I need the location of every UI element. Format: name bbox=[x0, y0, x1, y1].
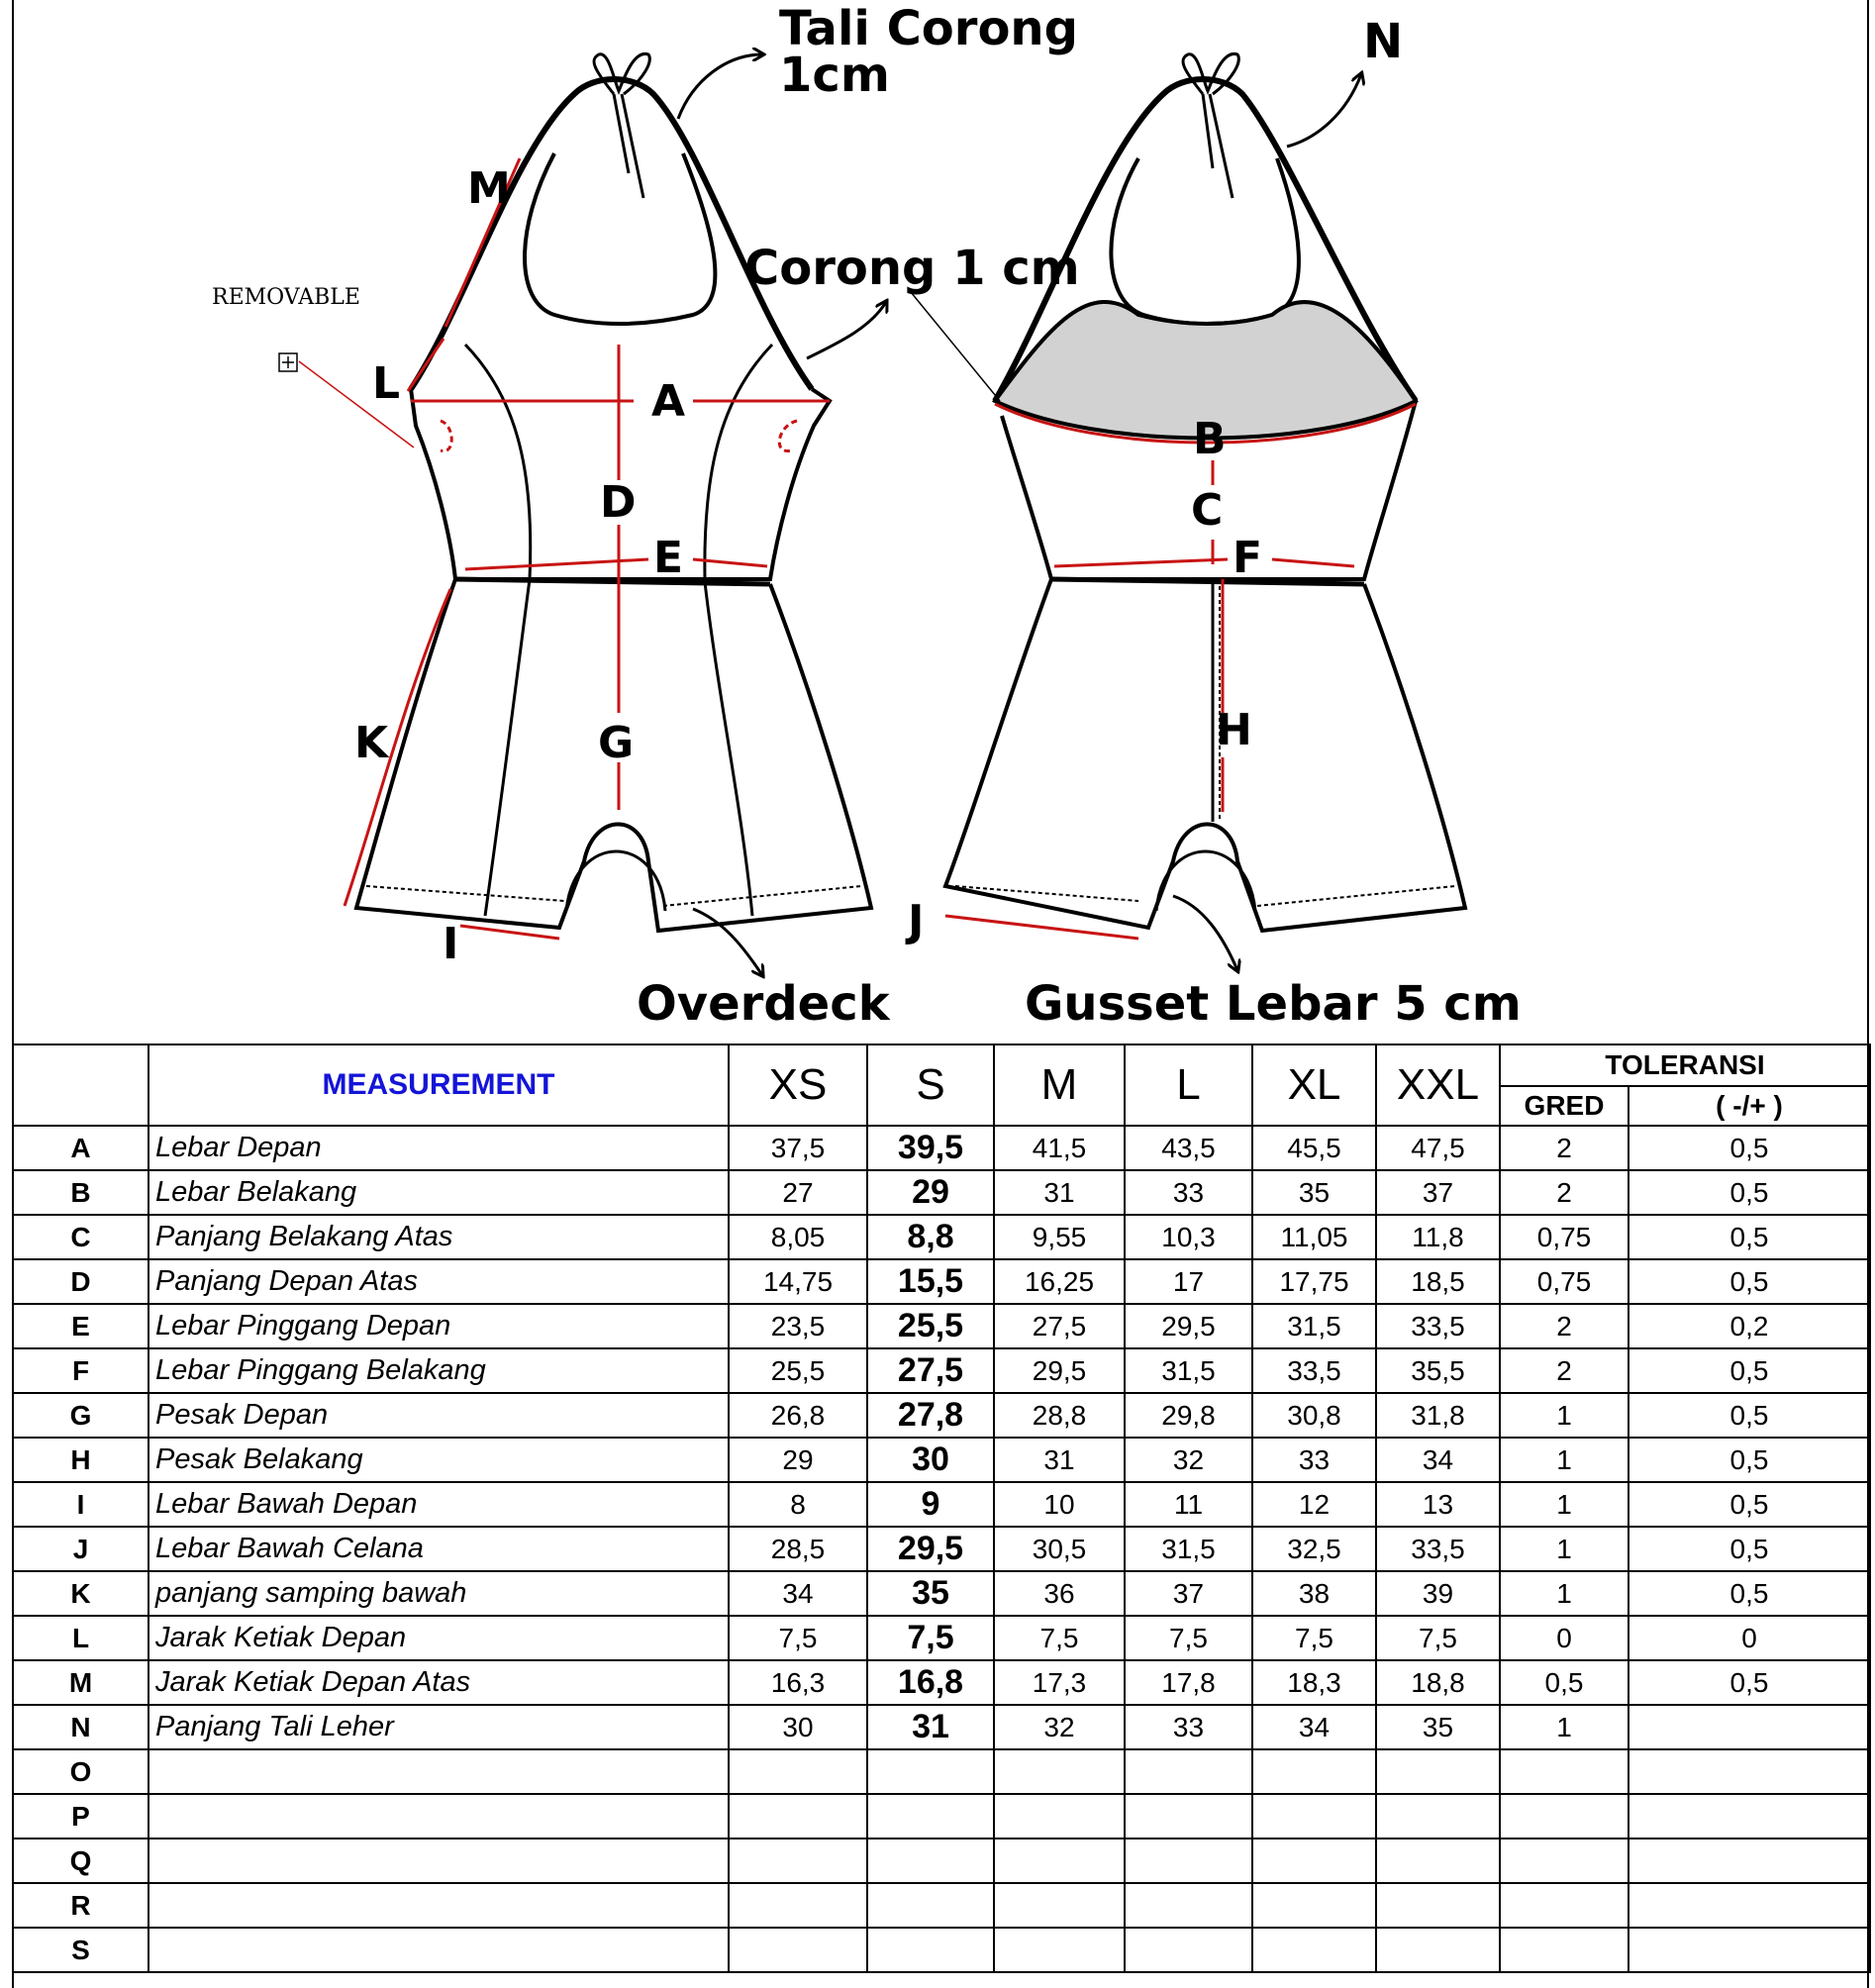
row-measurement-name: Jarak Ketiak Depan Atas bbox=[148, 1660, 729, 1705]
row-code: R bbox=[13, 1883, 148, 1928]
row-code: K bbox=[13, 1571, 148, 1616]
header-size-l: L bbox=[1125, 1044, 1252, 1126]
label-c: C bbox=[1191, 485, 1224, 536]
row-value-xl: 45,5 bbox=[1252, 1126, 1376, 1170]
row-value-xl: 17,75 bbox=[1252, 1259, 1376, 1304]
row-gred: 0,75 bbox=[1500, 1259, 1628, 1304]
row-measurement-name bbox=[148, 1928, 729, 1972]
header-size-xxl: XXL bbox=[1376, 1044, 1500, 1126]
label-l: L bbox=[372, 358, 401, 409]
row-measurement-name: Lebar Pinggang Depan bbox=[148, 1304, 729, 1348]
row-gred: 1 bbox=[1500, 1482, 1628, 1527]
row-measurement-name: Lebar Depan bbox=[148, 1126, 729, 1170]
row-tolerance bbox=[1628, 1794, 1870, 1839]
table-row bbox=[13, 1438, 1870, 1482]
row-gred: 0,5 bbox=[1500, 1660, 1628, 1705]
row-value-l bbox=[1125, 1749, 1252, 1794]
header-tolerance-range: ( -/+ ) bbox=[1628, 1086, 1870, 1126]
row-measurement-name: Panjang Belakang Atas bbox=[148, 1215, 729, 1259]
row-value-l: 43,5 bbox=[1125, 1126, 1252, 1170]
table-row bbox=[13, 1571, 1870, 1616]
row-value-m: 31 bbox=[994, 1438, 1125, 1482]
label-e: E bbox=[653, 533, 684, 583]
row-value-xl bbox=[1252, 1749, 1376, 1794]
header-size-s: S bbox=[867, 1044, 994, 1126]
label-m: M bbox=[467, 163, 511, 214]
row-gred: 0 bbox=[1500, 1616, 1628, 1660]
row-value-xs bbox=[729, 1794, 867, 1839]
callout-gusset: Gusset Lebar 5 cm bbox=[1025, 976, 1522, 1032]
row-code: C bbox=[13, 1215, 148, 1259]
row-gred: 2 bbox=[1500, 1170, 1628, 1215]
row-value-m: 31 bbox=[994, 1170, 1125, 1215]
row-value-xxl: 7,5 bbox=[1376, 1616, 1500, 1660]
row-value-s: 27,5 bbox=[867, 1348, 994, 1393]
row-value-xl bbox=[1252, 1883, 1376, 1928]
row-value-xxl: 18,5 bbox=[1376, 1259, 1500, 1304]
row-measurement-name: Pesak Depan bbox=[148, 1393, 729, 1438]
row-gred bbox=[1500, 1883, 1628, 1928]
row-value-s: 35 bbox=[867, 1571, 994, 1616]
row-code: B bbox=[13, 1170, 148, 1215]
row-value-xl: 33 bbox=[1252, 1438, 1376, 1482]
row-tolerance: 0,5 bbox=[1628, 1126, 1870, 1170]
row-value-l: 32 bbox=[1125, 1438, 1252, 1482]
label-j: J bbox=[908, 896, 925, 946]
row-value-xl bbox=[1252, 1794, 1376, 1839]
row-measurement-name: Panjang Tali Leher bbox=[148, 1705, 729, 1749]
row-tolerance: 0,5 bbox=[1628, 1482, 1870, 1527]
row-tolerance: 0,5 bbox=[1628, 1170, 1870, 1215]
row-value-l: 33 bbox=[1125, 1705, 1252, 1749]
row-value-s: 27,8 bbox=[867, 1393, 994, 1438]
row-value-s: 25,5 bbox=[867, 1304, 994, 1348]
table-row bbox=[13, 1126, 1870, 1170]
header-code bbox=[13, 1044, 148, 1126]
row-value-xs: 28,5 bbox=[729, 1527, 867, 1571]
header-size-m: M bbox=[994, 1044, 1125, 1126]
table-row bbox=[13, 1348, 1870, 1393]
row-code: Q bbox=[13, 1839, 148, 1883]
row-tolerance: 0,5 bbox=[1628, 1259, 1870, 1304]
table-row bbox=[13, 1170, 1870, 1215]
row-tolerance: 0,5 bbox=[1628, 1215, 1870, 1259]
row-tolerance bbox=[1628, 1705, 1870, 1749]
table-row bbox=[13, 1928, 1870, 1972]
table-row bbox=[13, 1839, 1870, 1883]
row-value-xs: 34 bbox=[729, 1571, 867, 1616]
row-value-xxl: 34 bbox=[1376, 1438, 1500, 1482]
row-code: P bbox=[13, 1794, 148, 1839]
row-value-s: 29,5 bbox=[867, 1527, 994, 1571]
row-value-m: 32 bbox=[994, 1705, 1125, 1749]
table-row bbox=[13, 1527, 1870, 1571]
row-code: A bbox=[13, 1126, 148, 1170]
label-f: F bbox=[1233, 533, 1263, 583]
row-value-xl: 32,5 bbox=[1252, 1527, 1376, 1571]
row-value-xxl: 33,5 bbox=[1376, 1304, 1500, 1348]
front-view bbox=[279, 53, 871, 939]
row-value-xxl: 35 bbox=[1376, 1705, 1500, 1749]
row-value-xxl bbox=[1376, 1749, 1500, 1794]
header-size-xs: XS bbox=[729, 1044, 867, 1126]
row-value-l: 29,5 bbox=[1125, 1304, 1252, 1348]
row-value-l: 10,3 bbox=[1125, 1215, 1252, 1259]
row-value-xl: 12 bbox=[1252, 1482, 1376, 1527]
row-value-s: 39,5 bbox=[867, 1126, 994, 1170]
row-value-l: 31,5 bbox=[1125, 1348, 1252, 1393]
table-row bbox=[13, 1482, 1870, 1527]
row-value-xxl: 31,8 bbox=[1376, 1393, 1500, 1438]
row-measurement-name: Lebar Belakang bbox=[148, 1170, 729, 1215]
row-value-xxl: 37 bbox=[1376, 1170, 1500, 1215]
row-gred: 2 bbox=[1500, 1126, 1628, 1170]
row-measurement-name: Pesak Belakang bbox=[148, 1438, 729, 1482]
row-value-m bbox=[994, 1928, 1125, 1972]
header-measurement: MEASUREMENT bbox=[148, 1044, 729, 1126]
row-value-xs bbox=[729, 1749, 867, 1794]
row-code: M bbox=[13, 1660, 148, 1705]
header-size-xl: XL bbox=[1252, 1044, 1376, 1126]
row-value-xs: 30 bbox=[729, 1705, 867, 1749]
removable-note: REMOVABLE bbox=[212, 285, 360, 310]
row-code: D bbox=[13, 1259, 148, 1304]
row-gred: 1 bbox=[1500, 1527, 1628, 1571]
row-value-xs: 7,5 bbox=[729, 1616, 867, 1660]
row-value-xxl: 33,5 bbox=[1376, 1527, 1500, 1571]
row-value-xs bbox=[729, 1839, 867, 1883]
table-row bbox=[13, 1705, 1870, 1749]
row-value-xxl: 11,8 bbox=[1376, 1215, 1500, 1259]
row-value-s: 16,8 bbox=[867, 1660, 994, 1705]
row-value-xl: 33,5 bbox=[1252, 1348, 1376, 1393]
row-value-m: 36 bbox=[994, 1571, 1125, 1616]
row-gred: 0,75 bbox=[1500, 1215, 1628, 1259]
row-value-s: 31 bbox=[867, 1705, 994, 1749]
row-value-xl: 30,8 bbox=[1252, 1393, 1376, 1438]
row-measurement-name bbox=[148, 1794, 729, 1839]
row-value-xs: 16,3 bbox=[729, 1660, 867, 1705]
label-a: A bbox=[651, 376, 686, 427]
row-gred: 1 bbox=[1500, 1571, 1628, 1616]
row-value-s bbox=[867, 1749, 994, 1794]
row-value-s: 7,5 bbox=[867, 1616, 994, 1660]
row-value-xxl bbox=[1376, 1839, 1500, 1883]
row-measurement-name: Lebar Bawah Celana bbox=[148, 1527, 729, 1571]
row-code: I bbox=[13, 1482, 148, 1527]
row-measurement-name: Panjang Depan Atas bbox=[148, 1259, 729, 1304]
row-value-xs: 25,5 bbox=[729, 1348, 867, 1393]
row-gred bbox=[1500, 1794, 1628, 1839]
row-tolerance bbox=[1628, 1883, 1870, 1928]
row-value-m: 41,5 bbox=[994, 1126, 1125, 1170]
measurement-table bbox=[12, 1044, 1871, 1973]
row-gred: 1 bbox=[1500, 1705, 1628, 1749]
row-value-xxl: 35,5 bbox=[1376, 1348, 1500, 1393]
callout-tali-corong-line2: 1cm bbox=[779, 48, 890, 103]
row-value-s: 8,8 bbox=[867, 1215, 994, 1259]
row-value-xl: 11,05 bbox=[1252, 1215, 1376, 1259]
row-value-l: 7,5 bbox=[1125, 1616, 1252, 1660]
row-value-l bbox=[1125, 1839, 1252, 1883]
label-b: B bbox=[1193, 414, 1227, 464]
row-code: L bbox=[13, 1616, 148, 1660]
row-value-xl bbox=[1252, 1839, 1376, 1883]
row-tolerance: 0,5 bbox=[1628, 1438, 1870, 1482]
header-gred: GRED bbox=[1500, 1086, 1628, 1126]
row-value-m bbox=[994, 1839, 1125, 1883]
row-tolerance: 0,5 bbox=[1628, 1571, 1870, 1616]
row-code: E bbox=[13, 1304, 148, 1348]
label-g: G bbox=[598, 718, 635, 768]
row-value-m: 30,5 bbox=[994, 1527, 1125, 1571]
row-value-xl: 38 bbox=[1252, 1571, 1376, 1616]
row-value-xs: 27 bbox=[729, 1170, 867, 1215]
table-row bbox=[13, 1393, 1870, 1438]
row-value-l: 17,8 bbox=[1125, 1660, 1252, 1705]
row-value-xl bbox=[1252, 1928, 1376, 1972]
row-value-xs: 8,05 bbox=[729, 1215, 867, 1259]
row-measurement-name: Lebar Bawah Depan bbox=[148, 1482, 729, 1527]
row-code: J bbox=[13, 1527, 148, 1571]
row-value-l bbox=[1125, 1883, 1252, 1928]
row-value-l: 11 bbox=[1125, 1482, 1252, 1527]
row-value-l: 17 bbox=[1125, 1259, 1252, 1304]
row-measurement-name bbox=[148, 1839, 729, 1883]
row-value-m: 16,25 bbox=[994, 1259, 1125, 1304]
row-value-xl: 31,5 bbox=[1252, 1304, 1376, 1348]
row-code: O bbox=[13, 1749, 148, 1794]
row-value-s bbox=[867, 1839, 994, 1883]
row-value-l: 33 bbox=[1125, 1170, 1252, 1215]
row-value-xxl bbox=[1376, 1883, 1500, 1928]
row-value-l bbox=[1125, 1928, 1252, 1972]
row-code: H bbox=[13, 1438, 148, 1482]
row-value-m: 28,8 bbox=[994, 1393, 1125, 1438]
row-value-m: 17,3 bbox=[994, 1660, 1125, 1705]
row-value-s: 29 bbox=[867, 1170, 994, 1215]
row-tolerance: 0,5 bbox=[1628, 1393, 1870, 1438]
row-gred bbox=[1500, 1928, 1628, 1972]
row-gred: 2 bbox=[1500, 1348, 1628, 1393]
table-row bbox=[13, 1883, 1870, 1928]
row-gred bbox=[1500, 1839, 1628, 1883]
row-value-l: 29,8 bbox=[1125, 1393, 1252, 1438]
row-measurement-name: panjang samping bawah bbox=[148, 1571, 729, 1616]
row-value-xs: 37,5 bbox=[729, 1126, 867, 1170]
row-value-xs: 14,75 bbox=[729, 1259, 867, 1304]
row-value-xs: 23,5 bbox=[729, 1304, 867, 1348]
row-value-xxl bbox=[1376, 1928, 1500, 1972]
row-measurement-name: Jarak Ketiak Depan bbox=[148, 1616, 729, 1660]
row-tolerance: 0 bbox=[1628, 1616, 1870, 1660]
row-value-xs bbox=[729, 1928, 867, 1972]
table-row bbox=[13, 1660, 1870, 1705]
row-value-m bbox=[994, 1794, 1125, 1839]
callout-corong: Corong 1 cm bbox=[744, 241, 1080, 296]
row-value-s: 9 bbox=[867, 1482, 994, 1527]
row-tolerance bbox=[1628, 1749, 1870, 1794]
row-value-xxl: 18,8 bbox=[1376, 1660, 1500, 1705]
row-value-xl: 34 bbox=[1252, 1705, 1376, 1749]
table-row bbox=[13, 1794, 1870, 1839]
row-value-xs: 29 bbox=[729, 1438, 867, 1482]
row-gred: 1 bbox=[1500, 1438, 1628, 1482]
label-k: K bbox=[354, 718, 389, 768]
row-measurement-name: Lebar Pinggang Belakang bbox=[148, 1348, 729, 1393]
table-row bbox=[13, 1215, 1870, 1259]
row-value-l bbox=[1125, 1794, 1252, 1839]
table-row bbox=[13, 1259, 1870, 1304]
row-code: N bbox=[13, 1705, 148, 1749]
row-value-s: 15,5 bbox=[867, 1259, 994, 1304]
row-tolerance: 0,5 bbox=[1628, 1660, 1870, 1705]
row-value-l: 37 bbox=[1125, 1571, 1252, 1616]
row-value-xs bbox=[729, 1883, 867, 1928]
row-value-s bbox=[867, 1794, 994, 1839]
table-row bbox=[13, 1749, 1870, 1794]
row-tolerance bbox=[1628, 1839, 1870, 1883]
row-gred bbox=[1500, 1749, 1628, 1794]
row-value-m: 27,5 bbox=[994, 1304, 1125, 1348]
row-value-xxl: 47,5 bbox=[1376, 1126, 1500, 1170]
row-code: G bbox=[13, 1393, 148, 1438]
callout-overdeck: Overdeck bbox=[637, 976, 890, 1032]
row-measurement-name bbox=[148, 1883, 729, 1928]
row-value-xxl bbox=[1376, 1794, 1500, 1839]
row-value-l: 31,5 bbox=[1125, 1527, 1252, 1571]
table-body bbox=[13, 1126, 1870, 1972]
back-view bbox=[911, 53, 1465, 939]
row-value-m bbox=[994, 1749, 1125, 1794]
row-tolerance: 0,5 bbox=[1628, 1527, 1870, 1571]
row-value-s bbox=[867, 1883, 994, 1928]
label-i: I bbox=[443, 919, 459, 969]
callout-tali-corong-line1: Tali Corong bbox=[779, 1, 1078, 56]
row-value-m: 9,55 bbox=[994, 1215, 1125, 1259]
row-value-xs: 8 bbox=[729, 1482, 867, 1527]
row-value-xxl: 39 bbox=[1376, 1571, 1500, 1616]
row-gred: 2 bbox=[1500, 1304, 1628, 1348]
header-toleransi: TOLERANSI bbox=[1500, 1044, 1870, 1086]
row-value-m: 10 bbox=[994, 1482, 1125, 1527]
row-gred: 1 bbox=[1500, 1393, 1628, 1438]
label-h: H bbox=[1216, 705, 1252, 755]
row-value-xl: 35 bbox=[1252, 1170, 1376, 1215]
row-tolerance: 0,5 bbox=[1628, 1348, 1870, 1393]
row-value-s bbox=[867, 1928, 994, 1972]
row-tolerance: 0,2 bbox=[1628, 1304, 1870, 1348]
table-row bbox=[13, 1616, 1870, 1660]
row-measurement-name bbox=[148, 1749, 729, 1794]
row-value-xl: 7,5 bbox=[1252, 1616, 1376, 1660]
row-code: S bbox=[13, 1928, 148, 1972]
table-row bbox=[13, 1304, 1870, 1348]
row-value-m: 7,5 bbox=[994, 1616, 1125, 1660]
row-value-xs: 26,8 bbox=[729, 1393, 867, 1438]
row-value-xl: 18,3 bbox=[1252, 1660, 1376, 1705]
row-value-m: 29,5 bbox=[994, 1348, 1125, 1393]
row-code: F bbox=[13, 1348, 148, 1393]
row-value-s: 30 bbox=[867, 1438, 994, 1482]
row-tolerance bbox=[1628, 1928, 1870, 1972]
row-value-xxl: 13 bbox=[1376, 1482, 1500, 1527]
row-value-m bbox=[994, 1883, 1125, 1928]
label-d: D bbox=[600, 477, 637, 528]
callout-n: N bbox=[1363, 14, 1404, 69]
